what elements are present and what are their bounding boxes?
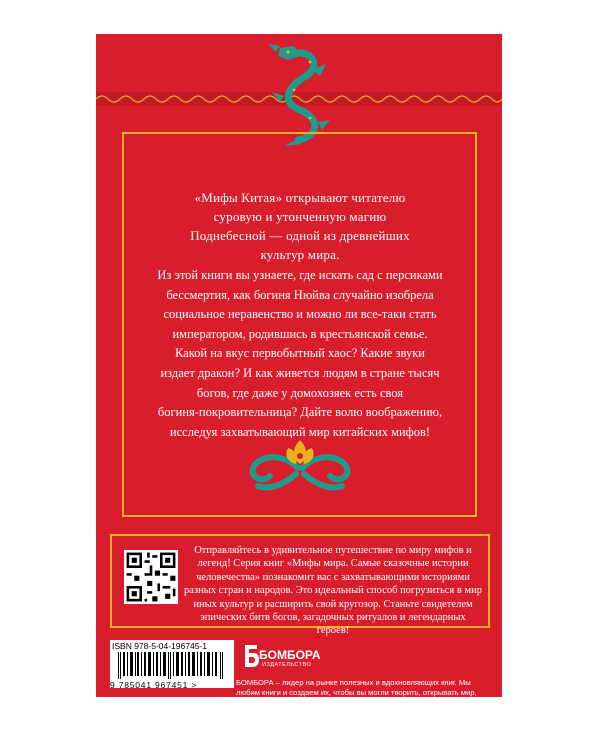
lead-line: Поднебесной — одной из древнейших	[190, 228, 410, 243]
ean-digits: 9 785041 967451 >	[110, 680, 198, 690]
barcode-bars	[118, 652, 228, 679]
isbn-text: ISBN 978-5-04-196745-1	[112, 641, 207, 651]
description-text	[130, 266, 470, 442]
series-info-text: Отправляйтесь в удивительное путешествие по миру мифов и легенд! Серия книг «Мифы мира. Самые сказочные истории человечества» познакомит вас с захватывающими историями разных стран и народов. Это идеальный способ погрузиться в мир иных культур и расширить свой кругозор. Станьте свидетелем эпических битв богов, загадочных ритуалов и легендарных героев!	[184, 545, 482, 637]
body-line: издает дракон? И как живется людям в стране тысяч	[160, 365, 440, 380]
body-line: богов, где даже у домохозяек есть своя	[196, 385, 404, 400]
lead-line: суровую и утонченную магию	[213, 209, 387, 224]
lead-line: «Мифы Китая» открывают читателю	[194, 190, 406, 205]
lead-text	[130, 188, 470, 264]
body-line: социальное неравенство и можно ли все-таки стать	[163, 307, 437, 322]
body-line: Из этой книги вы узнаете, где искать сад с персиками	[157, 268, 443, 282]
body-line: богиня-покровительница? Дайте волю воображению,	[157, 405, 443, 420]
publisher-description: БОМБОРА – лидер на рынке полезных и вдохновляющих книг. Мы любим книги и создаем их, чтобы вы могли творить, открывать мир, пробовать новое, расти. Быть счастливыми. Быть на волне.	[236, 678, 477, 707]
lotus-ornament-icon	[240, 434, 360, 494]
body-line: императором, родившись в крестьянской семье.	[172, 326, 428, 341]
body-line: бессмертия, как богиня Нюйва случайно изобрела	[166, 287, 434, 302]
qr-code[interactable]	[124, 550, 178, 604]
body-line: Какой на вкус первобытный хаос? Какие звуки	[175, 346, 425, 361]
lead-line: культур мира.	[260, 247, 340, 262]
publisher-name: БОМБОРА	[259, 648, 321, 662]
bombora-logo	[243, 645, 259, 667]
body-line: исследуя захватывающий мир китайских мифов!	[169, 424, 431, 439]
publisher-subtitle: ИЗДАТЕЛЬСТВО	[262, 662, 312, 668]
